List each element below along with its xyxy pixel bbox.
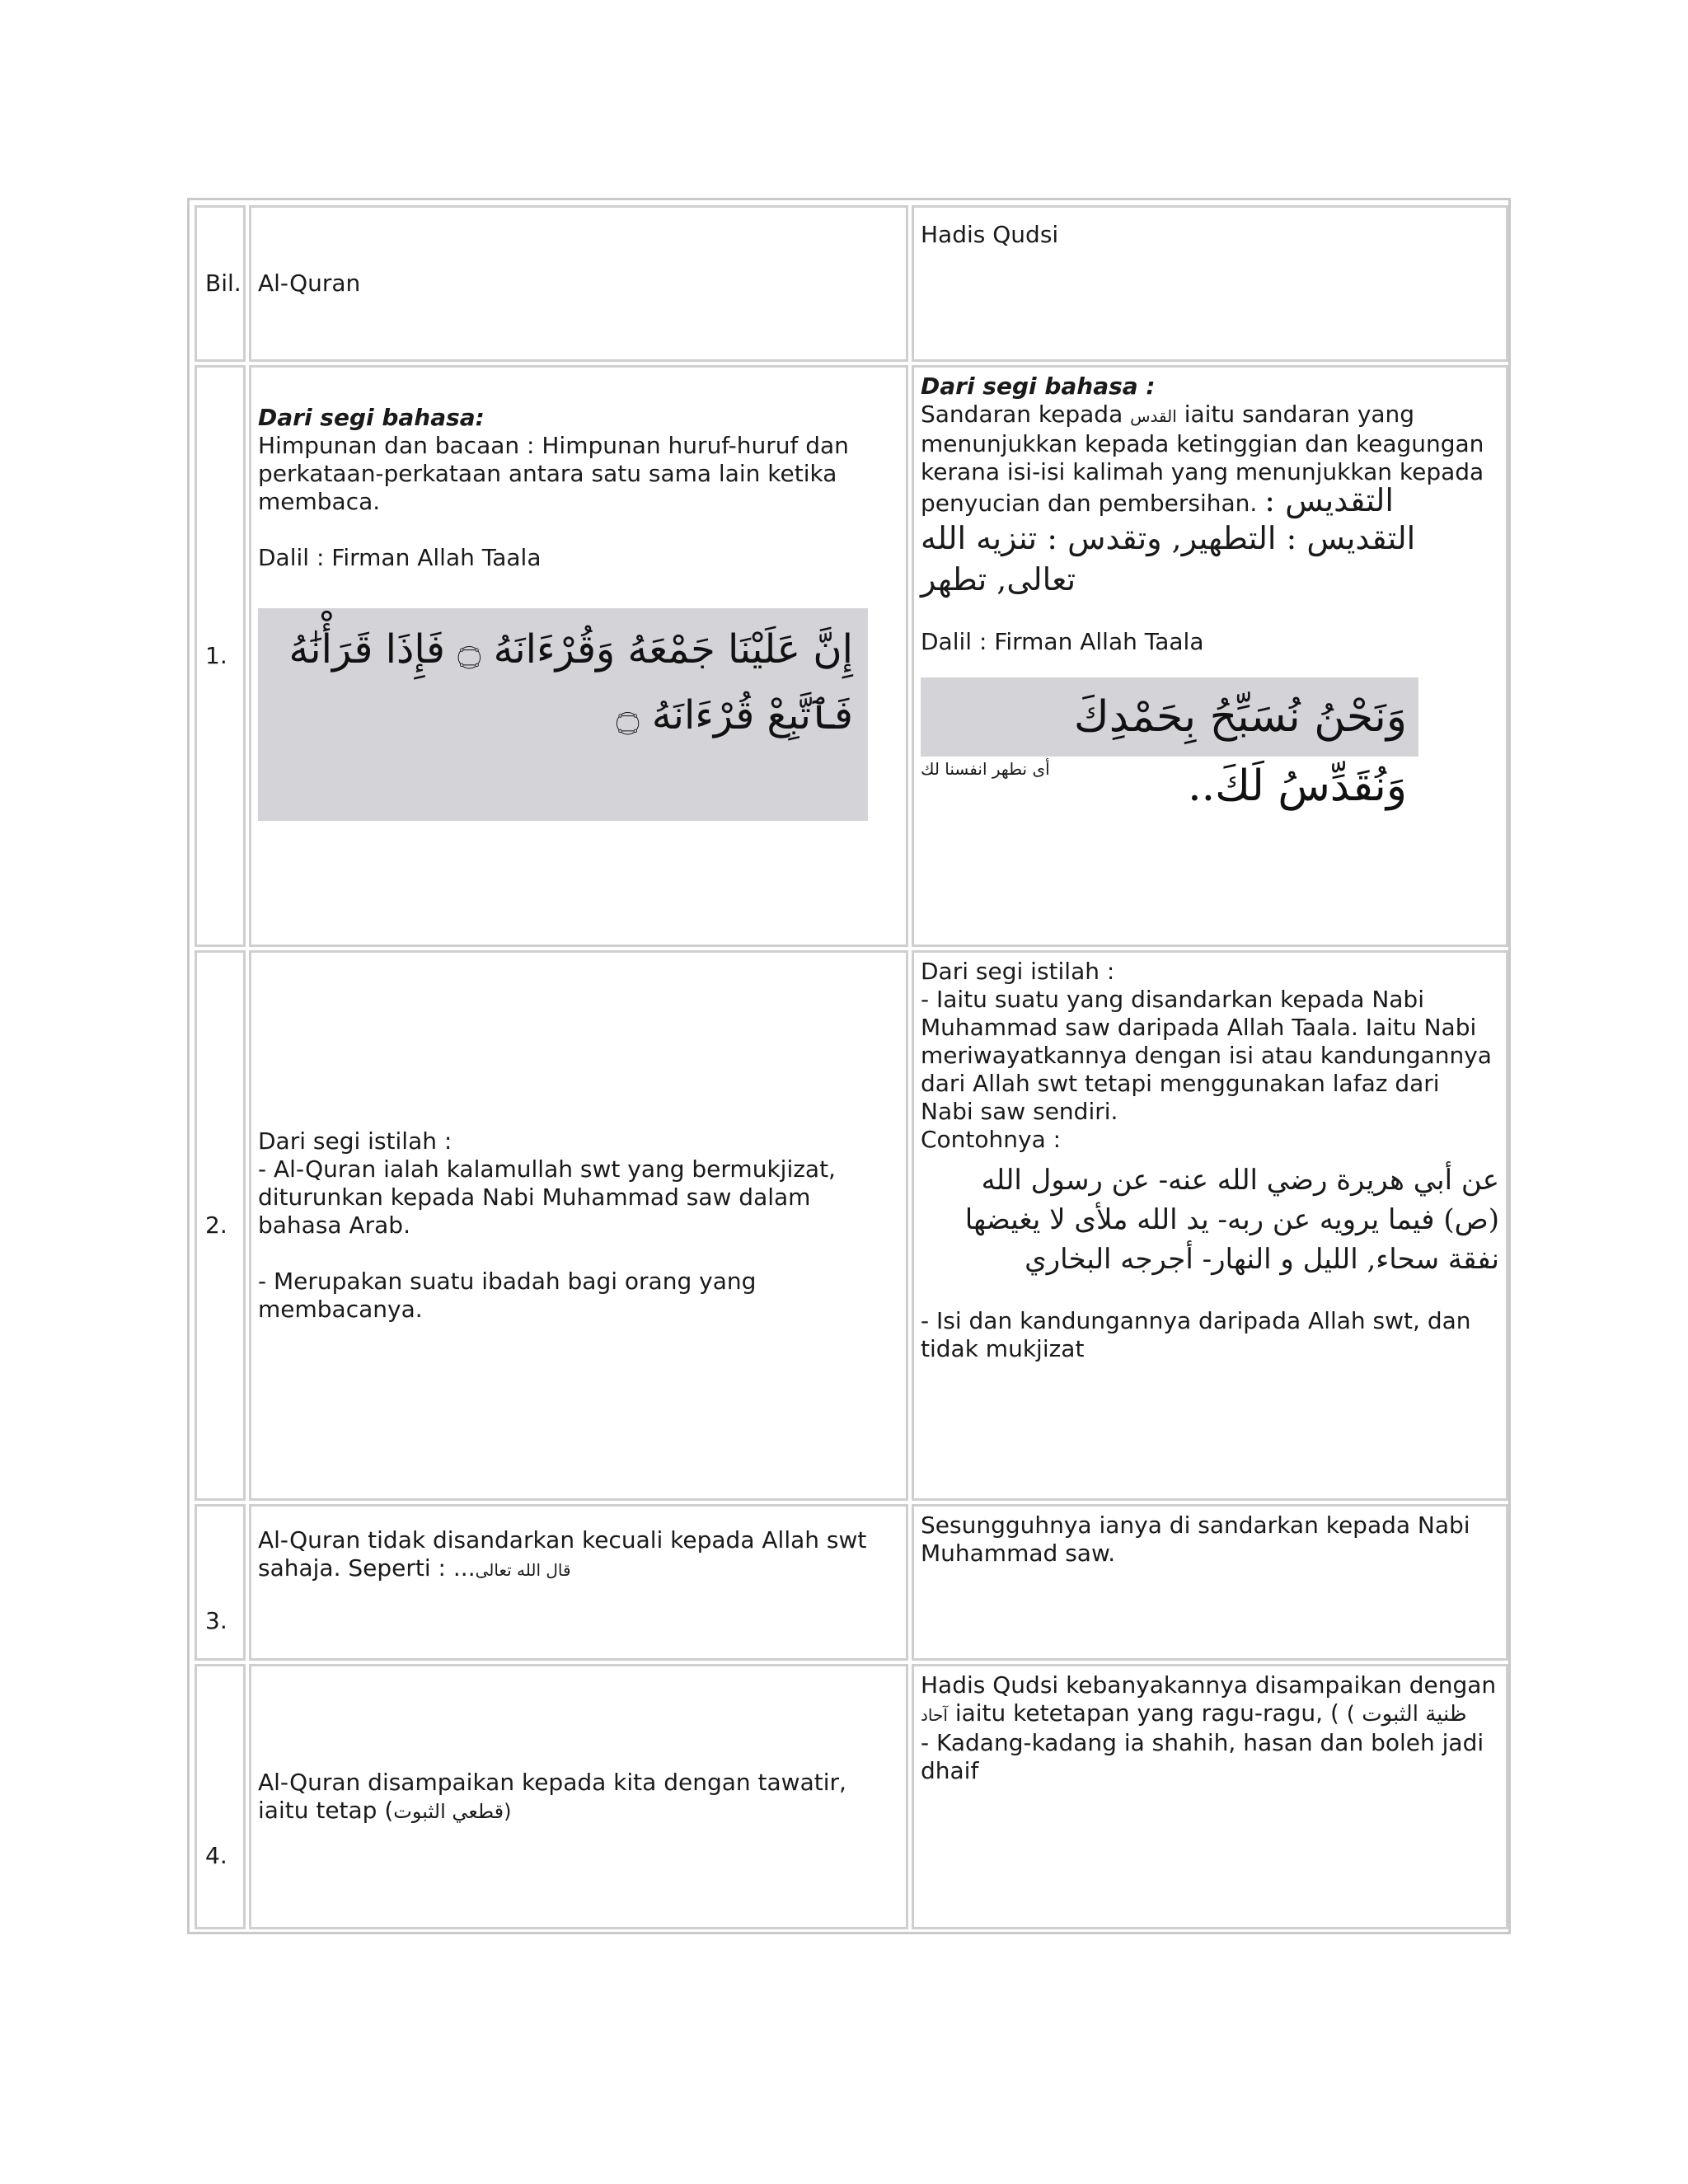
header-hadis bbox=[912, 205, 1508, 362]
quran-tawatir-text: Al-Quran disampaikan kepada kita dengan tawatir, iaitu tetap ( bbox=[258, 1768, 846, 1824]
arabic-ahad: آحاد bbox=[921, 1705, 948, 1725]
comparison-table bbox=[187, 198, 1511, 1934]
hadis-bahasa-text-a: Sandaran kepada bbox=[921, 401, 1123, 428]
row-3-hadis bbox=[912, 1504, 1508, 1661]
hadis-dalil: Dalil : Firman Allah Taala bbox=[921, 628, 1204, 655]
quran-istilah-line-2: - Merupakan suatu ibadah bagi orang yang membacanya. bbox=[258, 1268, 757, 1323]
row-3-quran bbox=[249, 1504, 908, 1661]
quran-bahasa-text: Himpunan dan bacaan : Himpunan huruf-huruf dan perkataan-perkataan antara satu sama lain ketika membaca. bbox=[258, 432, 849, 515]
hadis-ahad-text bbox=[921, 1671, 1499, 1729]
hadis-row-4-line-2: - Kadang-kadang ia shahih, hasan dan boleh jadi dhaif bbox=[921, 1729, 1484, 1784]
row-2-hadis bbox=[912, 950, 1508, 1501]
hadis-istilah-heading: Dari segi istilah : bbox=[921, 958, 1115, 985]
hadis-istilah-text: - Iaitu suatu yang disandarkan kepada Nabi Muhammad saw daripada Allah Taala. Iaitu Nabi meriwayatkannya dengan isi atau kandungannya dari Allah swt tetapi menggunakan lafaz dari Nabi saw sendiri. bbox=[921, 986, 1492, 1125]
arabic-al-quds: القدس bbox=[1130, 406, 1177, 426]
arabic-verse-caption: أى نطهر انفسنا لك bbox=[921, 759, 1050, 779]
row-2-number bbox=[195, 950, 246, 1501]
hadis-bahasa-heading: Dari segi bahasa : bbox=[921, 373, 1156, 400]
row-number: 2. bbox=[205, 1212, 227, 1239]
row-number: 3. bbox=[205, 1607, 227, 1634]
arabic-qati-al-thubut: (قطعي الثبوت bbox=[393, 1799, 512, 1823]
arabic-taqdis: : التقديس bbox=[1264, 482, 1394, 518]
header-bil bbox=[195, 205, 246, 362]
row-1-number bbox=[195, 365, 246, 947]
hadis-verse-image: وَنَحْنُ نُسَبِّحُ بِحَمْدِكَ وَنُقَدِّسُ لَكَ.. bbox=[921, 677, 1418, 757]
hadis-contoh-label: Contohnya : bbox=[921, 1126, 1062, 1153]
quran-bahasa-heading: Dari segi bahasa: bbox=[258, 404, 485, 431]
arabic-hadith-example: عن أبي هريرة رضي الله عنه- عن رسول الله (ص) فيما يرويه عن ربه- يد الله ملأى لا يغيضها نفقة سحاء, الليل و النهار- أجرجه البخاري bbox=[964, 1164, 1499, 1276]
hadis-bahasa-text-b: iaitu sandaran yang menunjukkan kepada ketinggian dan keagungan kerana isi-isi kalimah yang menunjukkan kepada penyucian dan pembersihan. bbox=[921, 401, 1484, 517]
hadis-ahad-text-a: Hadis Qudsi kebanyakannya disampaikan dengan bbox=[921, 1671, 1497, 1699]
header-bil-label: Bil. bbox=[205, 269, 241, 297]
row-3-number bbox=[195, 1504, 246, 1661]
row-4-hadis bbox=[912, 1664, 1508, 1929]
header-hadis-label: Hadis Qudsi bbox=[921, 221, 1059, 248]
row-4-number bbox=[195, 1664, 246, 1929]
row-1-quran bbox=[249, 365, 908, 947]
row-number: 4. bbox=[205, 1842, 227, 1869]
quran-verse-image: إِنَّ عَلَيْنَا جَمْعَهُ وَقُرْءَانَهُ ۝ فَإِذَا قَرَأْنَٰهُ فَٱتَّبِعْ قُرْءَانَهُ ۝ bbox=[258, 608, 868, 821]
quran-sandaran-text: Al-Quran tidak disandarkan kecuali kepada Allah swt sahaja. Seperti : ... bbox=[258, 1526, 867, 1582]
hadis-sandaran-text: Sesungguhnya ianya di sandarkan kepada Nabi Muhammad saw. bbox=[921, 1511, 1470, 1567]
row-4-quran bbox=[249, 1664, 908, 1929]
hadis-istilah-line-2: - Isi dan kandungannya daripada Allah swt, dan tidak mukjizat bbox=[921, 1307, 1471, 1362]
quran-row-3-text bbox=[258, 1526, 899, 1584]
arabic-taqdis-definition: التقديس : التطهير, وتقدس : تنزيه الله تعالى, تطهر bbox=[921, 520, 1416, 598]
arabic-qala-allah: قال الله تعالى bbox=[475, 1560, 571, 1580]
hadis-bahasa-text bbox=[921, 401, 1499, 518]
header-quran bbox=[249, 205, 908, 362]
arabic-zanni-al-thubut: ظنية الثبوت ) bbox=[1346, 1702, 1467, 1727]
row-number: 1. bbox=[205, 642, 227, 669]
header-quran-label: Al-Quran bbox=[258, 269, 361, 297]
row-1-hadis bbox=[912, 365, 1508, 947]
row-2-quran bbox=[249, 950, 908, 1501]
quran-dalil: Dalil : Firman Allah Taala bbox=[258, 544, 542, 571]
quran-istilah-heading: Dari segi istilah : bbox=[258, 1127, 452, 1155]
quran-row-4-text bbox=[258, 1769, 899, 1825]
hadis-ahad-text-b: iaitu ketetapan yang ragu-ragu, ( bbox=[954, 1699, 1339, 1727]
quran-istilah-line-1: - Al-Quran ialah kalamullah swt yang bermukjizat, diturunkan kepada Nabi Muhammad saw dalam bahasa Arab. bbox=[258, 1155, 836, 1239]
